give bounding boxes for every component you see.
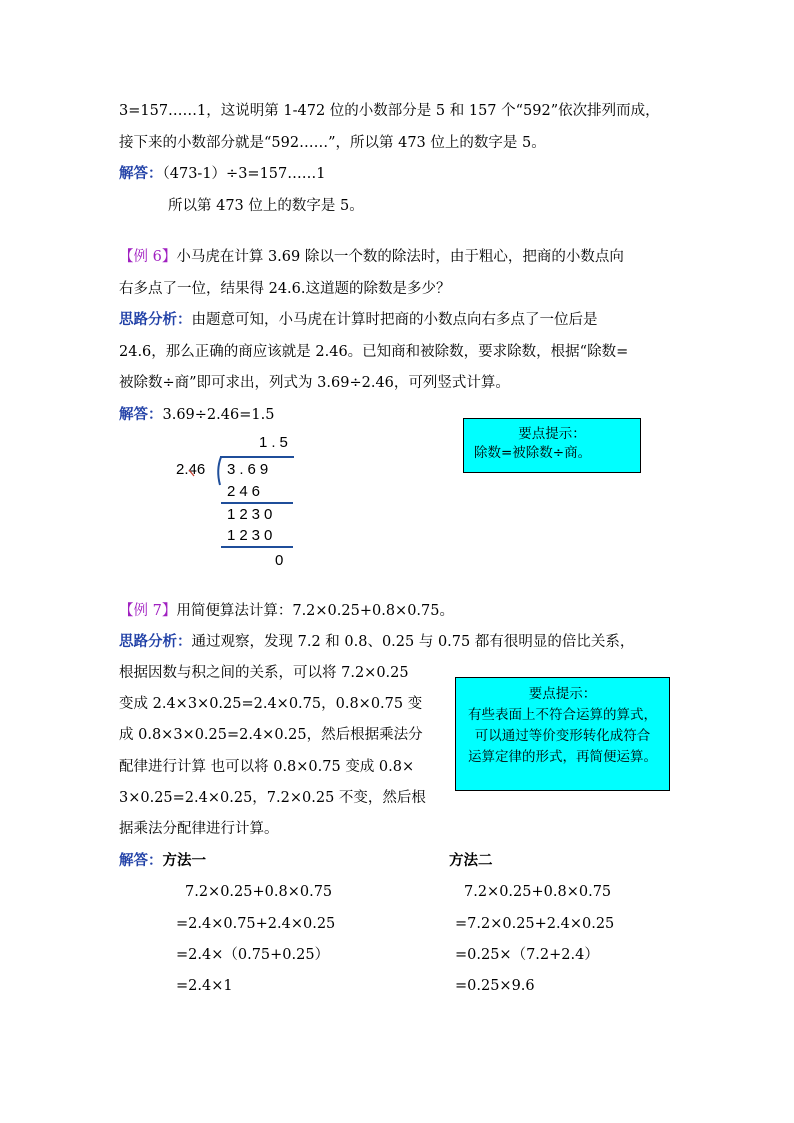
analysis-line-5: 配律进行计算 也可以将 0.8×0.75 变成 0.8× (119, 759, 415, 775)
tip-title: 要点提示： (528, 686, 597, 702)
analysis-label: 思路分析： (119, 634, 192, 650)
method-2-step: =0.25×（7.2+2.4） (455, 947, 599, 963)
tip-title: 要点提示： (518, 426, 586, 442)
tip-text: 除数=被除数÷商。 (474, 445, 592, 461)
analysis-line-6: 3×0.25=2.4×0.25，7.2×0.25 不变，然后根 (119, 790, 426, 806)
tip-line-3: 运算定律的形式，再简便运算。 (468, 749, 657, 765)
example-6-analysis (119, 310, 598, 330)
intro-answer (119, 164, 325, 184)
example-6-question (119, 247, 624, 267)
division-rule-2 (221, 546, 293, 548)
division-dividend: 3.69 (227, 461, 273, 478)
analysis-line-3: 被除数÷商”即可求出，列式为 3.69÷2.46，可列竖式计算。 (119, 375, 510, 391)
method-1-step: =2.4×1 (176, 978, 233, 994)
method-1-step: =2.4×0.75+2.4×0.25 (176, 916, 336, 932)
analysis-line-4: 成 0.8×3×0.25=2.4×0.25，然后根据乘法分 (119, 727, 423, 743)
example-6-question-line-1: 小马虎在计算 3.69 除以一个数的除法时，由于粗心，把商的小数点向 (176, 249, 624, 265)
division-bar (220, 456, 294, 458)
tip-line-2: 可以通过等价变形转化成符合 (474, 728, 651, 744)
example-6-answer (119, 405, 274, 425)
example-7-question-text: 用简便算法计算：7.2×0.25+0.8×0.75。 (176, 603, 454, 619)
intro-line-2: 接下来的小数部分就是“592……”，所以第 473 位上的数字是 5。 (119, 135, 546, 151)
analysis-label: 思路分析： (119, 312, 192, 328)
answer-text: 3.69÷2.46=1.5 (162, 407, 275, 423)
method-1-step: 7.2×0.25+0.8×0.75 (185, 884, 333, 900)
division-rule-1 (221, 502, 293, 504)
division-bracket (186, 456, 226, 486)
intro-answer-line-2: 所以第 473 位上的数字是 5。 (168, 198, 364, 214)
method-2-step: =7.2×0.25+2.4×0.25 (455, 916, 615, 932)
analysis-line-7: 据乘法分配律进行计算。 (119, 821, 279, 837)
example-7-question (119, 601, 454, 621)
answer-label: 解答： (119, 166, 163, 182)
answer-label: 解答： (119, 853, 163, 869)
answer-label: 解答： (119, 407, 163, 423)
division-row-1: 246 (227, 483, 265, 500)
analysis-line-2: 24.6，那么正确的商应该就是 2.46。已知商和被除数，要求除数，根据“除数= (119, 344, 629, 360)
method-1-label: 方法一 (162, 853, 206, 869)
analysis-line-2: 根据因数与积之间的关系，可以将 7.2×0.25 (119, 665, 409, 681)
example-7-analysis (119, 632, 634, 652)
tip-box-1 (463, 418, 641, 473)
tip-line-1: 有些表面上不符合运算的算式， (468, 707, 657, 723)
division-row-3: 1230 (227, 527, 277, 544)
example-7-answer (119, 851, 206, 871)
tip-box-2 (455, 677, 670, 791)
analysis-line-1: 通过观察，发现 7.2 和 0.8、0.25 与 0.75 都有很明显的倍比关系， (191, 634, 635, 650)
division-quotient: 1.5 (259, 434, 292, 451)
example-6-tag: 【例 6】 (119, 249, 177, 265)
answer-text: （473-1）÷3=157……1 (162, 166, 326, 182)
intro-line-1: 3=157……1，这说明第 1-472 位的小数部分是 5 和 157 个“592”依次排列而成， (119, 103, 660, 119)
example-7-tag: 【例 7】 (119, 603, 177, 619)
division-divisor: 2.46 (176, 461, 206, 478)
analysis-line-1: 由题意可知，小马虎在计算时把商的小数点向右多点了一位后是 (191, 312, 598, 328)
method-2-step: =0.25×9.6 (455, 978, 535, 994)
method-1-step: =2.4×（0.75+0.25） (176, 947, 330, 963)
division-row-2: 1230 (227, 506, 277, 523)
analysis-line-3: 变成 2.4×3×0.25=2.4×0.75，0.8×0.75 变 (119, 696, 423, 712)
method-2-step: 7.2×0.25+0.8×0.75 (464, 884, 612, 900)
method-2-label: 方法二 (449, 853, 493, 869)
example-6-question-line-2: 右多点了一位，结果得 24.6.这道题的除数是多少？ (119, 281, 451, 297)
division-remainder: 0 (275, 552, 288, 569)
